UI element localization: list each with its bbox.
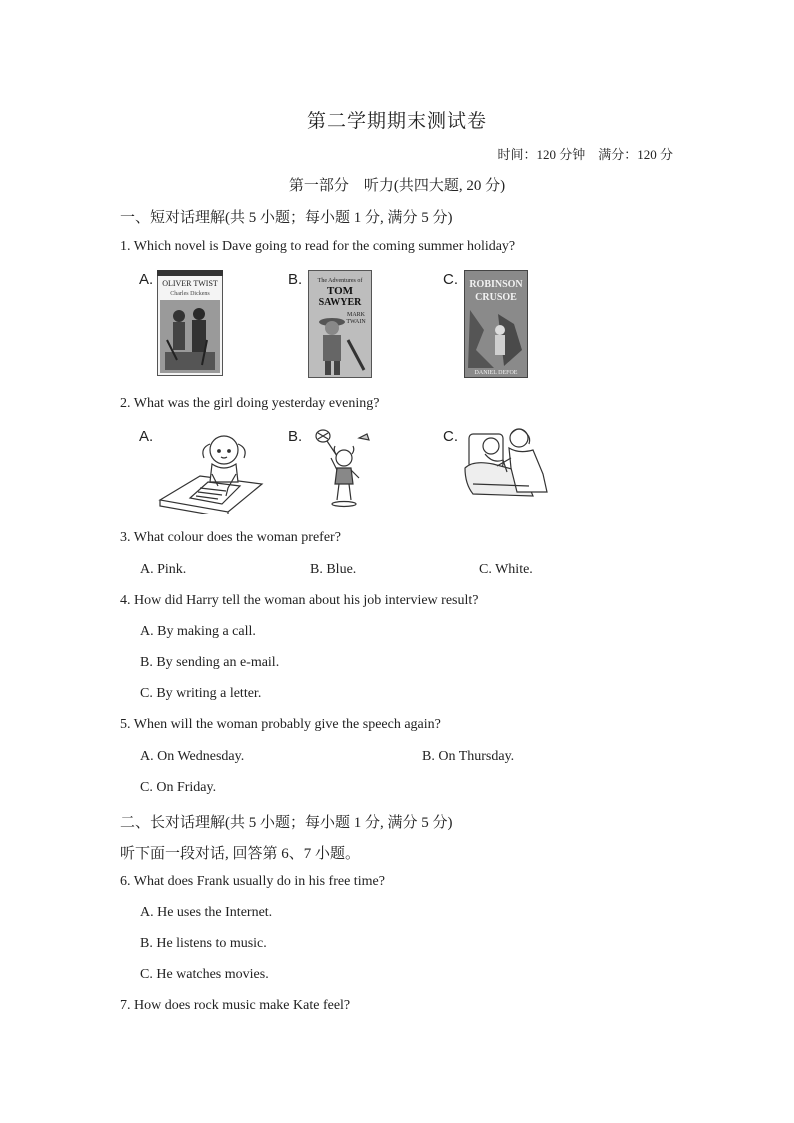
q1-option-c-letter: C. <box>443 271 458 288</box>
book-cover-tom-sawyer[interactable] <box>308 270 372 378</box>
section-2-instruction: 听下面一段对话, 回答第 6、7 小题。 <box>120 846 361 862</box>
book-cover-robinson-crusoe[interactable] <box>464 270 528 378</box>
book-c-author: DANIEL DEFOE <box>474 370 518 376</box>
q4-option-a[interactable]: A. By making a call. <box>140 624 256 639</box>
q2-option-c-letter: C. <box>443 428 458 445</box>
book-a-author: Charles Dickens <box>170 291 210 297</box>
question-4: 4. How did Harry tell the woman about his job interview result? <box>120 593 479 608</box>
book-c-title-1: ROBINSON <box>469 279 523 290</box>
question-6: 6. What does Frank usually do in his free time? <box>120 874 385 889</box>
q2-option-b-letter: B. <box>288 428 303 445</box>
q5-option-c[interactable]: C. On Friday. <box>140 780 217 795</box>
q3-option-a[interactable]: A. Pink. <box>140 562 187 577</box>
exam-meta: 时间：120 分钟 满分：120 分 <box>497 147 673 162</box>
q1-option-a-letter: A. <box>139 271 154 288</box>
q2-option-a-letter: A. <box>139 428 154 445</box>
part-heading: 第一部分 听力(共四大题, 20 分) <box>288 178 506 194</box>
girl-playing-badminton-illustration[interactable] <box>309 428 375 510</box>
book-b-author-2: TWAIN <box>346 319 366 325</box>
q5-option-a[interactable]: A. On Wednesday. <box>140 749 245 764</box>
q4-option-b[interactable]: B. By sending an e-mail. <box>140 655 280 670</box>
q4-option-c[interactable]: C. By writing a letter. <box>140 686 262 701</box>
q1-option-b-letter: B. <box>288 271 303 288</box>
question-5: 5. When will the woman probably give the speech again? <box>120 717 441 732</box>
section-2-heading: 二、长对话理解(共 5 小题；每小题 1 分, 满分 5 分) <box>120 815 453 831</box>
q3-option-c[interactable]: C. White. <box>479 562 533 577</box>
question-7: 7. How does rock music make Kate feel? <box>120 998 351 1013</box>
q6-option-c[interactable]: C. He watches movies. <box>140 967 269 982</box>
book-b-title-1: TOM <box>326 285 354 297</box>
page-title: 第二学期期末测试卷 <box>306 111 487 132</box>
question-2: 2. What was the girl doing yesterday evening? <box>120 396 380 411</box>
girl-writing-illustration[interactable] <box>156 424 266 514</box>
question-3: 3. What colour does the woman prefer? <box>120 530 341 545</box>
q3-option-b[interactable]: B. Blue. <box>310 562 357 577</box>
book-b-subtitle: The Adventures of <box>317 278 363 284</box>
book-c-title-2: CRUSOE <box>475 292 517 303</box>
book-b-author-1: MARK <box>346 312 366 318</box>
mother-daughter-bed-illustration[interactable] <box>463 424 555 500</box>
book-b-title-2: SAWYER <box>318 297 362 308</box>
book-cover-oliver-twist[interactable] <box>157 270 223 376</box>
book-a-title: OLIVER TWIST <box>162 279 218 288</box>
q6-option-a[interactable]: A. He uses the Internet. <box>140 905 273 920</box>
section-1-heading: 一、短对话理解(共 5 小题；每小题 1 分, 满分 5 分) <box>120 210 453 226</box>
q6-option-b[interactable]: B. He listens to music. <box>140 936 267 951</box>
q5-option-b[interactable]: B. On Thursday. <box>422 749 515 764</box>
question-1: 1. Which novel is Dave going to read for the coming summer holiday? <box>120 239 516 254</box>
